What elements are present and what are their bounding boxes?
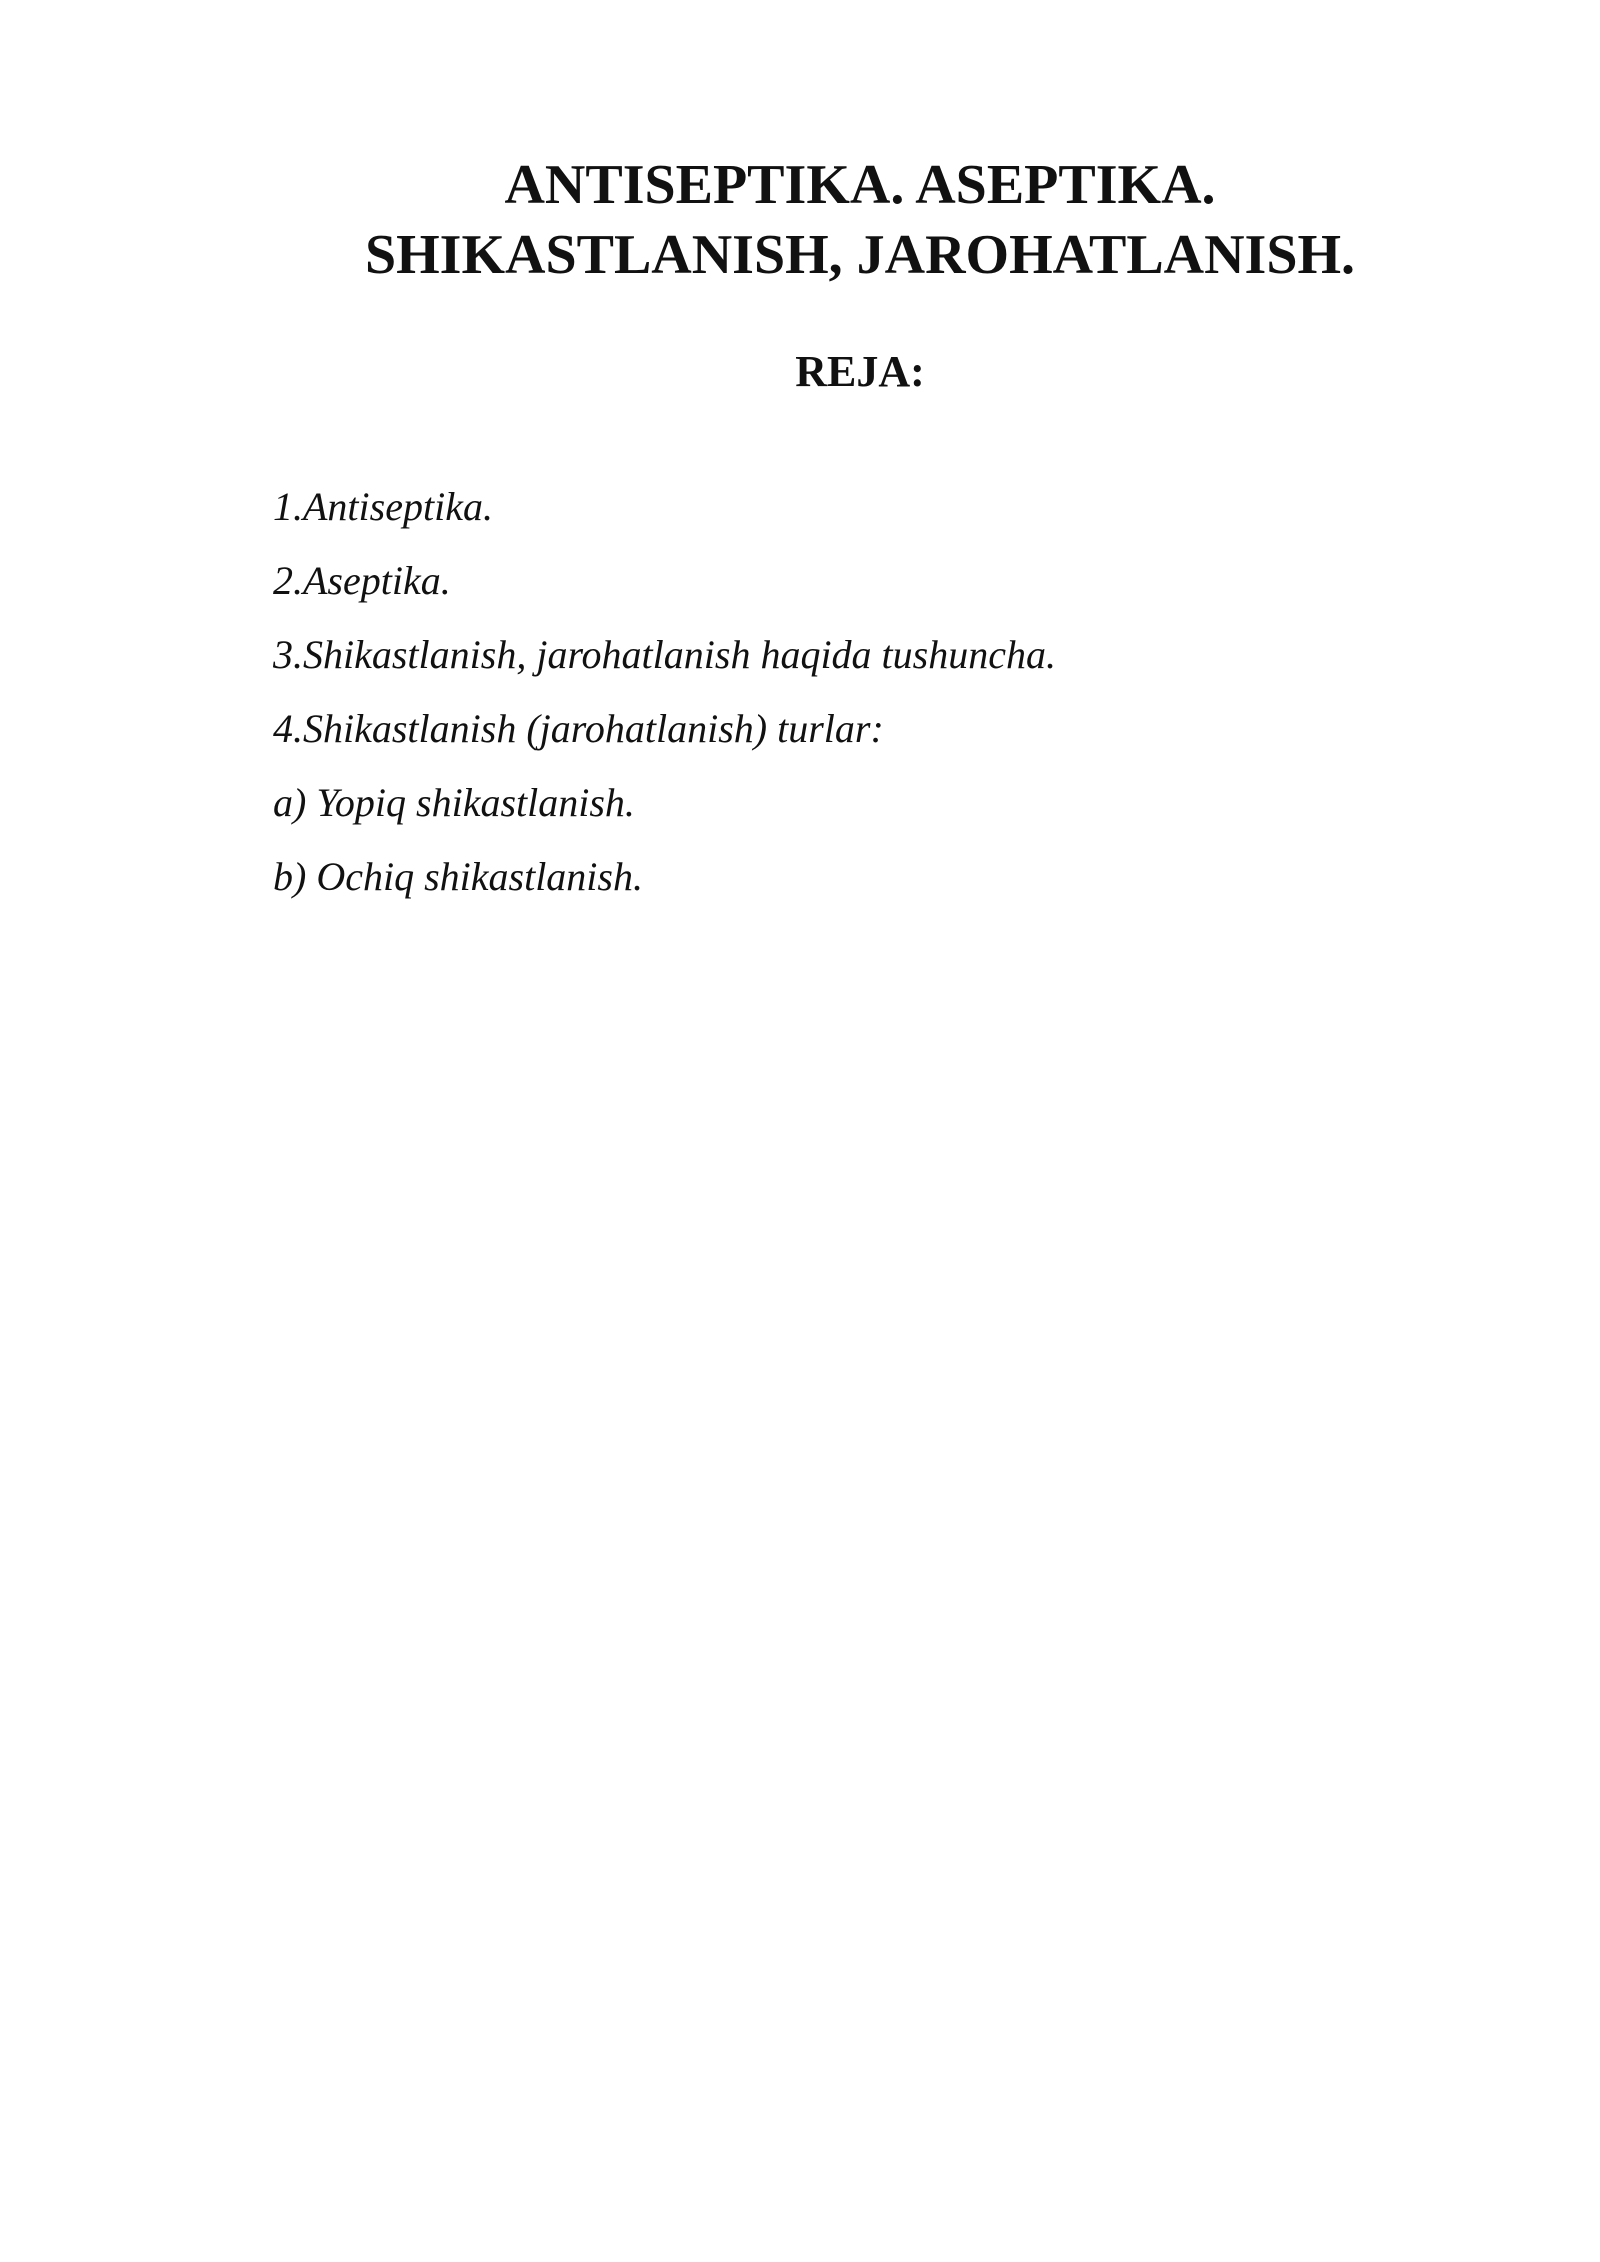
title-line-1: ANTISEPTIKA. ASEPTIKA. (504, 154, 1216, 216)
plan-item-1: 1.Antiseptika. (273, 484, 493, 529)
plan-heading: REJA: (795, 347, 925, 396)
document-title (270, 150, 1450, 290)
title-line-2: SHIKASTLANISH, JAROHATLANISH. (364, 224, 1356, 286)
plan-list (273, 470, 1056, 914)
plan-item-3: 3.Shikastlanish, jarohatlanish haqida tushuncha. (273, 632, 1056, 677)
plan-item-4b: b) Ochiq shikastlanish. (273, 854, 643, 899)
plan-item-2: 2.Aseptika. (273, 558, 451, 603)
plan-item-4a: a) Yopiq shikastlanish. (273, 780, 635, 825)
plan-item-4: 4.Shikastlanish (jarohatlanish) turlar: (273, 706, 884, 751)
